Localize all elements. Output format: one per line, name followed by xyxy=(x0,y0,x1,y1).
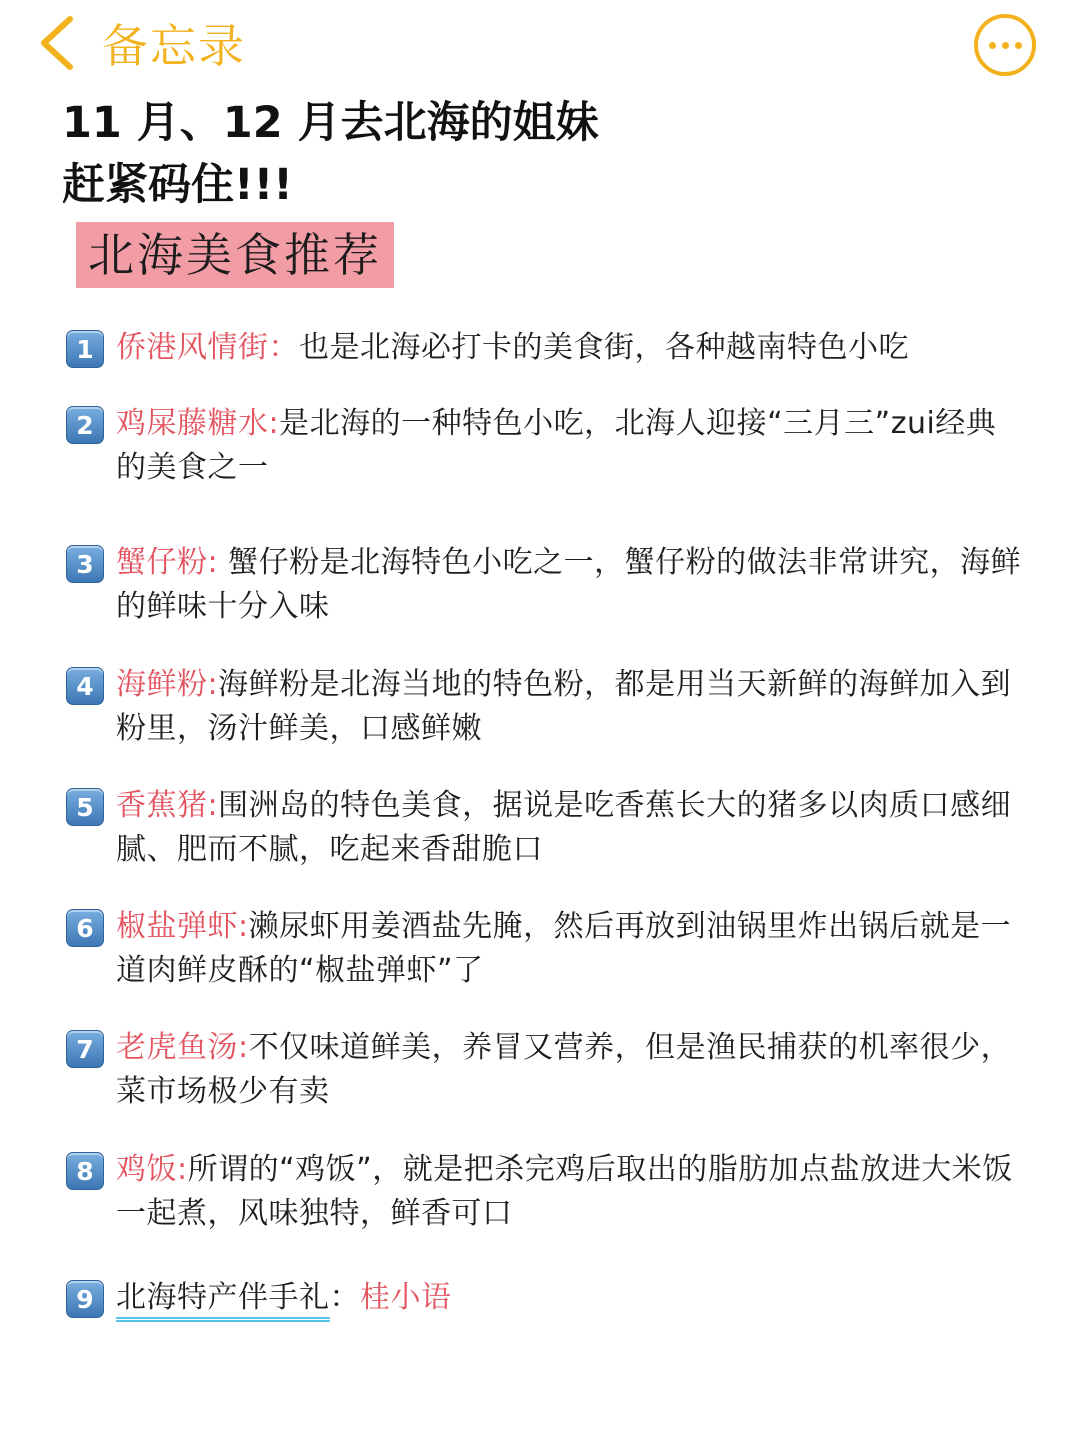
item-name: 老虎鱼汤: xyxy=(116,1030,249,1065)
more-button[interactable] xyxy=(974,14,1036,76)
section-heading: 北海美食推荐 xyxy=(76,222,394,288)
gift-item xyxy=(66,1276,1026,1320)
list-item xyxy=(66,1148,1026,1236)
number-badge: 7 xyxy=(66,1030,104,1068)
list-item xyxy=(66,326,1026,370)
item-desc: 也是北海必打卡的美食街，各种越南特色小吃 xyxy=(299,330,909,365)
page-title xyxy=(62,92,1022,216)
nav-title: 备忘录 xyxy=(102,19,246,73)
back-button[interactable] xyxy=(34,10,246,76)
number-badge: 2 xyxy=(66,406,104,444)
item-desc: 所谓的“鸡饭”，就是把杀完鸡后取出的脂肪加点盐放进大米饭一起煮，风味独特，鲜香可口 xyxy=(116,1152,1013,1231)
item-desc: 濑尿虾用姜酒盐先腌，然后再放到油锅里炸出锅后就是一道肉鲜皮酥的“椒盐弹虾”了 xyxy=(116,909,1012,988)
more-horizontal-icon xyxy=(989,42,996,49)
item-name: 香蕉猪: xyxy=(116,788,219,823)
number-badge: 4 xyxy=(66,667,104,705)
item-desc: 不仅味道鲜美，养冒又营养，但是渔民捕获的机率很少，菜市场极少有卖 xyxy=(116,1030,1012,1109)
item-name: 鸡屎藤糖水: xyxy=(116,406,280,441)
item-name: 海鲜粉: xyxy=(116,667,219,702)
list-item xyxy=(66,1026,1026,1114)
title-line-2: 赶紧码住!!! xyxy=(62,160,293,210)
chevron-left-icon xyxy=(34,13,80,73)
number-badge: 1 xyxy=(66,330,104,368)
item-name: 蟹仔粉: xyxy=(116,545,219,580)
number-badge: 5 xyxy=(66,788,104,826)
item-desc: 蟹仔粉是北海特色小吃之一，蟹仔粉的做法非常讲究，海鲜的鲜味十分入味 xyxy=(116,545,1022,624)
title-line-1: 11 月、12 月去北海的姐妹 xyxy=(62,98,599,148)
gift-label: 北海特产伴手礼 xyxy=(116,1280,330,1322)
list-item xyxy=(66,541,1026,629)
list-item xyxy=(66,784,1026,872)
number-badge: 8 xyxy=(66,1152,104,1190)
number-badge: 9 xyxy=(66,1280,104,1318)
number-badge: 6 xyxy=(66,909,104,947)
number-badge: 3 xyxy=(66,545,104,583)
item-desc: 海鲜粉是北海当地的特色粉，都是用当天新鲜的海鲜加入到粉里，汤汁鲜美，口感鲜嫩 xyxy=(116,667,1012,746)
gift-value: 桂小语 xyxy=(360,1280,452,1315)
list-item xyxy=(66,663,1026,751)
list-item xyxy=(66,402,1026,490)
gift-separator: ： xyxy=(329,1280,360,1315)
list-item xyxy=(66,905,1026,993)
item-desc: 是北海的一种特色小吃，北海人迎接“三月三”zui经典的美食之一 xyxy=(116,406,997,485)
item-name: 鸡饭: xyxy=(116,1152,188,1187)
item-desc: 围洲岛的特色美食，据说是吃香蕉长大的猪多以肉质口感细腻、肥而不腻，吃起来香甜脆口 xyxy=(116,788,1012,867)
item-name: 侨港风情街： xyxy=(116,330,299,365)
item-name: 椒盐弹虾: xyxy=(116,909,249,944)
